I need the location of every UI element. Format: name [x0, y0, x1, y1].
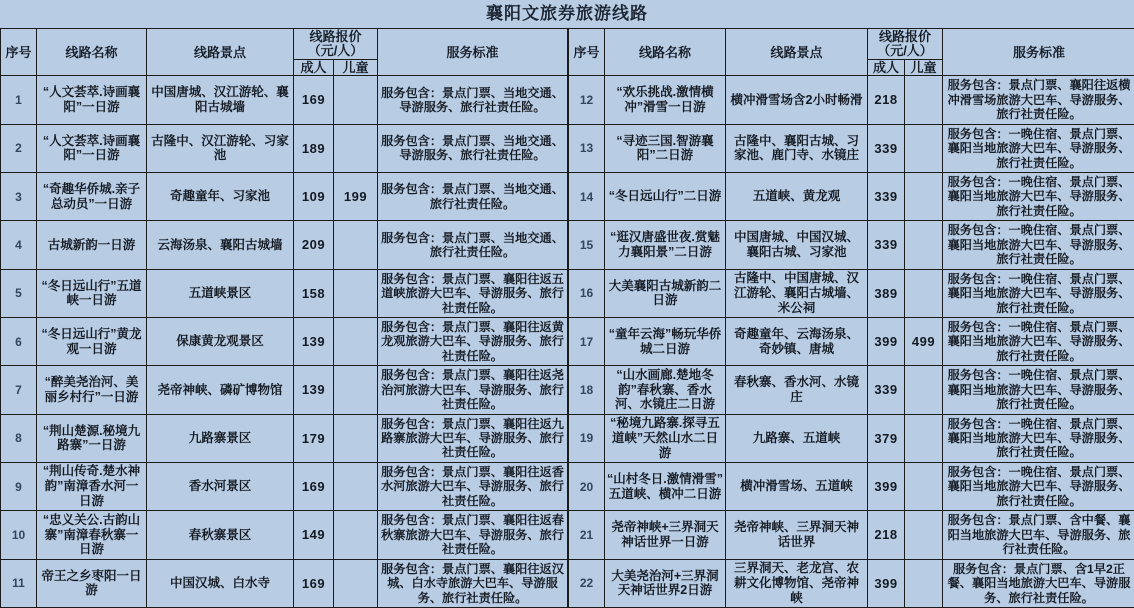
route-number: 7 — [1, 366, 37, 414]
table-row — [1, 269, 568, 317]
col-header-price — [868, 29, 943, 60]
route-spots: 横冲滑雪场含2小时畅滑 — [726, 76, 868, 124]
price-adult: 139 — [294, 317, 334, 365]
service-standard: 服务包含：景点门票、当地交通、导游服务、旅行社责任险。 — [378, 76, 568, 124]
route-name: “逛汉唐盛世夜.赏魅力襄阳景”二日游 — [605, 221, 726, 269]
price-adult: 139 — [294, 366, 334, 414]
route-name: “忠义关公.古韵山寨”南漳春秋寨一日游 — [37, 511, 147, 559]
price-adult: 189 — [294, 124, 334, 172]
price-child — [334, 462, 378, 510]
price-child — [905, 172, 943, 220]
table-row — [1, 172, 568, 220]
service-standard: 服务包含：一晚住宿、景点门票、襄阳当地旅游大巴车、导游服务、旅行社责任险。 — [943, 414, 1134, 462]
service-standard: 服务包含：景点门票、襄阳往返五道峡旅游大巴车、导游服务、旅行社责任险。 — [378, 269, 568, 317]
route-name: “奇趣华侨城.亲子总动员”一日游 — [37, 172, 147, 220]
service-standard: 服务包含：景点门票、襄阳往返黄龙观旅游大巴车、导游服务、旅行社责任险。 — [378, 317, 568, 365]
route-number: 6 — [1, 317, 37, 365]
price-child — [905, 559, 943, 607]
service-standard: 服务包含：景点门票、当地交通、旅行社责任险。 — [378, 221, 568, 269]
service-standard: 服务包含：一晚住宿、景点门票、襄阳当地旅游大巴车、导游服务、旅行社责任险。 — [943, 366, 1134, 414]
price-adult: 109 — [294, 172, 334, 220]
service-standard: 服务包含：景点门票、襄阳往返尧治河旅游大巴车、导游服务、旅行社责任险。 — [378, 366, 568, 414]
route-number: 16 — [569, 269, 605, 317]
table-row — [1, 559, 568, 607]
table-row — [569, 172, 1134, 220]
route-name: “童年云海”畅玩华侨城二日游 — [605, 317, 726, 365]
route-spots: 五道峡、黄龙观 — [726, 172, 868, 220]
service-standard: 服务包含：一晚住宿、景点门票、襄阳当地旅游大巴车、导游服务、旅行社责任险。 — [943, 269, 1134, 317]
route-spots: 九路寨、五道峡 — [726, 414, 868, 462]
route-name: 古城新韵一日游 — [37, 221, 147, 269]
routes-table-right — [568, 28, 1134, 608]
route-name: “冬日远山行”五道峡一日游 — [37, 269, 147, 317]
table-row — [569, 124, 1134, 172]
route-number: 22 — [569, 559, 605, 607]
price-header-line2: （元/人） — [307, 43, 364, 58]
col-header-child: 儿童 — [905, 60, 943, 76]
col-header-adult: 成人 — [294, 60, 334, 76]
price-child — [334, 76, 378, 124]
service-standard: 服务包含：景点门票、襄阳往返九路寨旅游大巴车、导游服务、旅行社责任险。 — [378, 414, 568, 462]
route-spots: 三界洞天、老龙宫、农耕文化博物馆、尧帝神峡 — [726, 559, 868, 607]
price-child — [334, 221, 378, 269]
price-adult: 379 — [868, 414, 905, 462]
price-child — [905, 511, 943, 559]
price-header-line1: 线路报价 — [309, 28, 362, 44]
table-halves — [0, 28, 1134, 608]
col-header-service: 服务标准 — [378, 29, 568, 76]
route-spots: 古隆中、汉江游轮、习家池 — [147, 124, 294, 172]
route-number: 4 — [1, 221, 37, 269]
route-name: 大美尧治河+三界洞天神话世界2日游 — [605, 559, 726, 607]
price-adult: 169 — [294, 462, 334, 510]
route-name: “冬日远山行”黄龙观一日游 — [37, 317, 147, 365]
route-number: 12 — [569, 76, 605, 124]
service-standard: 服务包含：景点门票、含中餐、襄阳当地旅游大巴车、导游服务、旅行社责任险。 — [943, 511, 1134, 559]
price-child — [334, 414, 378, 462]
route-name: 大美襄阳古城新韵二日游 — [605, 269, 726, 317]
price-child — [905, 124, 943, 172]
route-number: 18 — [569, 366, 605, 414]
service-standard: 服务包含：景点门票、含1早2正餐、襄阳当地旅游大巴车、导游服务、旅行社责任险。 — [943, 559, 1134, 607]
route-spots: 尧帝神峡、三界洞天神话世界 — [726, 511, 868, 559]
route-number: 10 — [1, 511, 37, 559]
route-spots: 云海汤泉、襄阳古城墙 — [147, 221, 294, 269]
route-name: 尧帝神峡+三界洞天神话世界一日游 — [605, 511, 726, 559]
table-row — [569, 76, 1134, 124]
price-adult: 169 — [294, 76, 334, 124]
route-number: 11 — [1, 559, 37, 607]
col-header-index: 序号 — [569, 29, 605, 76]
price-adult: 339 — [868, 221, 905, 269]
service-standard: 服务包含：一晚住宿、景点门票、襄阳当地旅游大巴车、导游服务、旅行社责任险。 — [943, 124, 1134, 172]
price-adult: 209 — [294, 221, 334, 269]
route-name: “秘境九路寨.探寻五道峡”天然山水二日游 — [605, 414, 726, 462]
col-header-name: 线路名称 — [605, 29, 726, 76]
table-row — [1, 221, 568, 269]
route-number: 1 — [1, 76, 37, 124]
route-spots: 中国唐城、汉江游轮、襄阳古城墙 — [147, 76, 294, 124]
route-spots: 春秋寨、香水河、水镜庄 — [726, 366, 868, 414]
price-adult: 399 — [868, 559, 905, 607]
price-adult: 389 — [868, 269, 905, 317]
col-header-child: 儿童 — [334, 60, 378, 76]
route-name: “冬日远山行”二日游 — [605, 172, 726, 220]
routes-table-left — [0, 28, 568, 608]
route-spots: 奇趣童年、云海汤泉、奇妙镇、唐城 — [726, 317, 868, 365]
table-body-right — [569, 76, 1134, 608]
route-number: 5 — [1, 269, 37, 317]
price-child — [334, 366, 378, 414]
service-standard: 服务包含：景点门票、当地交通、旅行社责任险。 — [378, 172, 568, 220]
route-number: 15 — [569, 221, 605, 269]
route-number: 21 — [569, 511, 605, 559]
route-name: “欢乐挑战.激情横冲”滑雪一日游 — [605, 76, 726, 124]
service-standard: 服务包含：景点门票、襄阳往返横冲滑雪场旅游大巴车、导游服务、旅行社责任险。 — [943, 76, 1134, 124]
table-row — [569, 559, 1134, 607]
table-row — [1, 511, 568, 559]
price-child — [334, 511, 378, 559]
route-name: “人文荟萃.诗画襄阳”一日游 — [37, 76, 147, 124]
route-number: 3 — [1, 172, 37, 220]
price-adult: 399 — [868, 462, 905, 510]
service-standard: 服务包含：景点门票、襄阳往返春秋寨旅游大巴车、导游服务、旅行社责任险。 — [378, 511, 568, 559]
price-adult: 339 — [868, 172, 905, 220]
route-spots: 保康黄龙观景区 — [147, 317, 294, 365]
page-title: 襄阳文旅券旅游线路 — [486, 4, 648, 23]
route-number: 14 — [569, 172, 605, 220]
price-child: 199 — [334, 172, 378, 220]
service-standard: 服务包含：景点门票、当地交通、导游服务、旅行社责任险。 — [378, 124, 568, 172]
table-row — [569, 366, 1134, 414]
route-number: 20 — [569, 462, 605, 510]
price-adult: 169 — [294, 559, 334, 607]
service-standard: 服务包含：一晚住宿、景点门票、襄阳当地旅游大巴车、导游服务、旅行社责任险。 — [943, 462, 1134, 510]
price-adult: 218 — [868, 76, 905, 124]
route-spots: 横冲滑雪场、五道峡 — [726, 462, 868, 510]
route-name: “山水画廊.楚地冬韵”春秋寨、香水河、水镜庄二日游 — [605, 366, 726, 414]
table-row — [569, 317, 1134, 365]
price-adult: 149 — [294, 511, 334, 559]
service-standard: 服务包含：景点门票、襄阳往返汉城、白水寺旅游大巴车、导游服务、旅行社责任险。 — [378, 559, 568, 607]
col-header-price — [294, 29, 378, 60]
route-number: 19 — [569, 414, 605, 462]
table-header-left — [1, 29, 568, 76]
route-spots: 奇趣童年、习家池 — [147, 172, 294, 220]
price-child — [905, 76, 943, 124]
route-name: “醉美尧治河、美丽乡村行”一日游 — [37, 366, 147, 414]
price-child — [905, 414, 943, 462]
route-spots: 中国汉城、白水寺 — [147, 559, 294, 607]
table-row — [1, 317, 568, 365]
route-spots: 古隆中、中国唐城、汉江游轮、襄阳古城墙、米公祠 — [726, 269, 868, 317]
route-name: “寻迹三国.智游襄阳”二日游 — [605, 124, 726, 172]
col-header-adult: 成人 — [868, 60, 905, 76]
table-header-right — [569, 29, 1134, 76]
route-spots: 春秋寨景区 — [147, 511, 294, 559]
table-row — [569, 269, 1134, 317]
col-header-index: 序号 — [1, 29, 37, 76]
table-row — [569, 511, 1134, 559]
route-name: “人文荟萃.诗画襄阳”一日游 — [37, 124, 147, 172]
route-spots: 五道峡景区 — [147, 269, 294, 317]
route-spots: 古隆中、襄阳古城、习家池、鹿门寺、水镜庄 — [726, 124, 868, 172]
route-name: “荆山楚源.秘境九路寨”一日游 — [37, 414, 147, 462]
price-child — [905, 269, 943, 317]
service-standard: 服务包含：一晚住宿、景点门票、襄阳当地旅游大巴车、导游服务、旅行社责任险。 — [943, 172, 1134, 220]
route-name: 帝王之乡枣阳一日游 — [37, 559, 147, 607]
table-row — [1, 414, 568, 462]
service-standard: 服务包含：景点门票、襄阳往返香水河旅游大巴车、导游服务、旅行社责任险。 — [378, 462, 568, 510]
table-row — [1, 366, 568, 414]
route-spots: 中国唐城、中国汉城、襄阳古城、习家池 — [726, 221, 868, 269]
price-child: 499 — [905, 317, 943, 365]
price-child — [334, 124, 378, 172]
table-row — [1, 76, 568, 124]
table-body-left — [1, 76, 568, 608]
price-child — [334, 269, 378, 317]
price-child — [905, 366, 943, 414]
route-spots: 尧帝神峡、磷矿博物馆 — [147, 366, 294, 414]
route-name: “荆山传奇.楚水神韵”南漳香水河一日游 — [37, 462, 147, 510]
route-spots: 九路寨景区 — [147, 414, 294, 462]
col-header-spots: 线路景点 — [147, 29, 294, 76]
col-header-name: 线路名称 — [37, 29, 147, 76]
price-child — [905, 221, 943, 269]
col-header-service: 服务标准 — [943, 29, 1134, 76]
table-row — [569, 221, 1134, 269]
price-adult: 399 — [868, 317, 905, 365]
route-name: “山村冬日.激情滑雪” 五道峡、横冲二日游 — [605, 462, 726, 510]
price-child — [334, 317, 378, 365]
table-row — [1, 462, 568, 510]
route-spots: 香水河景区 — [147, 462, 294, 510]
table-row — [569, 462, 1134, 510]
route-number: 17 — [569, 317, 605, 365]
price-adult: 218 — [868, 511, 905, 559]
service-standard: 服务包含：一晚住宿、景点门票、襄阳当地旅游大巴车、导游服务、旅行社责任险。 — [943, 221, 1134, 269]
table-row — [1, 124, 568, 172]
price-header-line1: 线路报价 — [878, 28, 931, 44]
price-adult: 158 — [294, 269, 334, 317]
route-number: 8 — [1, 414, 37, 462]
service-standard: 服务包含：一晚住宿、景点门票、襄阳当地旅游大巴车、导游服务、旅行社责任险。 — [943, 317, 1134, 365]
price-adult: 339 — [868, 366, 905, 414]
route-number: 13 — [569, 124, 605, 172]
route-number: 2 — [1, 124, 37, 172]
price-header-line2: （元/人） — [877, 43, 933, 58]
price-adult: 339 — [868, 124, 905, 172]
price-child — [905, 462, 943, 510]
price-adult: 179 — [294, 414, 334, 462]
col-header-spots: 线路景点 — [726, 29, 868, 76]
table-row — [569, 414, 1134, 462]
price-child — [334, 559, 378, 607]
route-number: 9 — [1, 462, 37, 510]
